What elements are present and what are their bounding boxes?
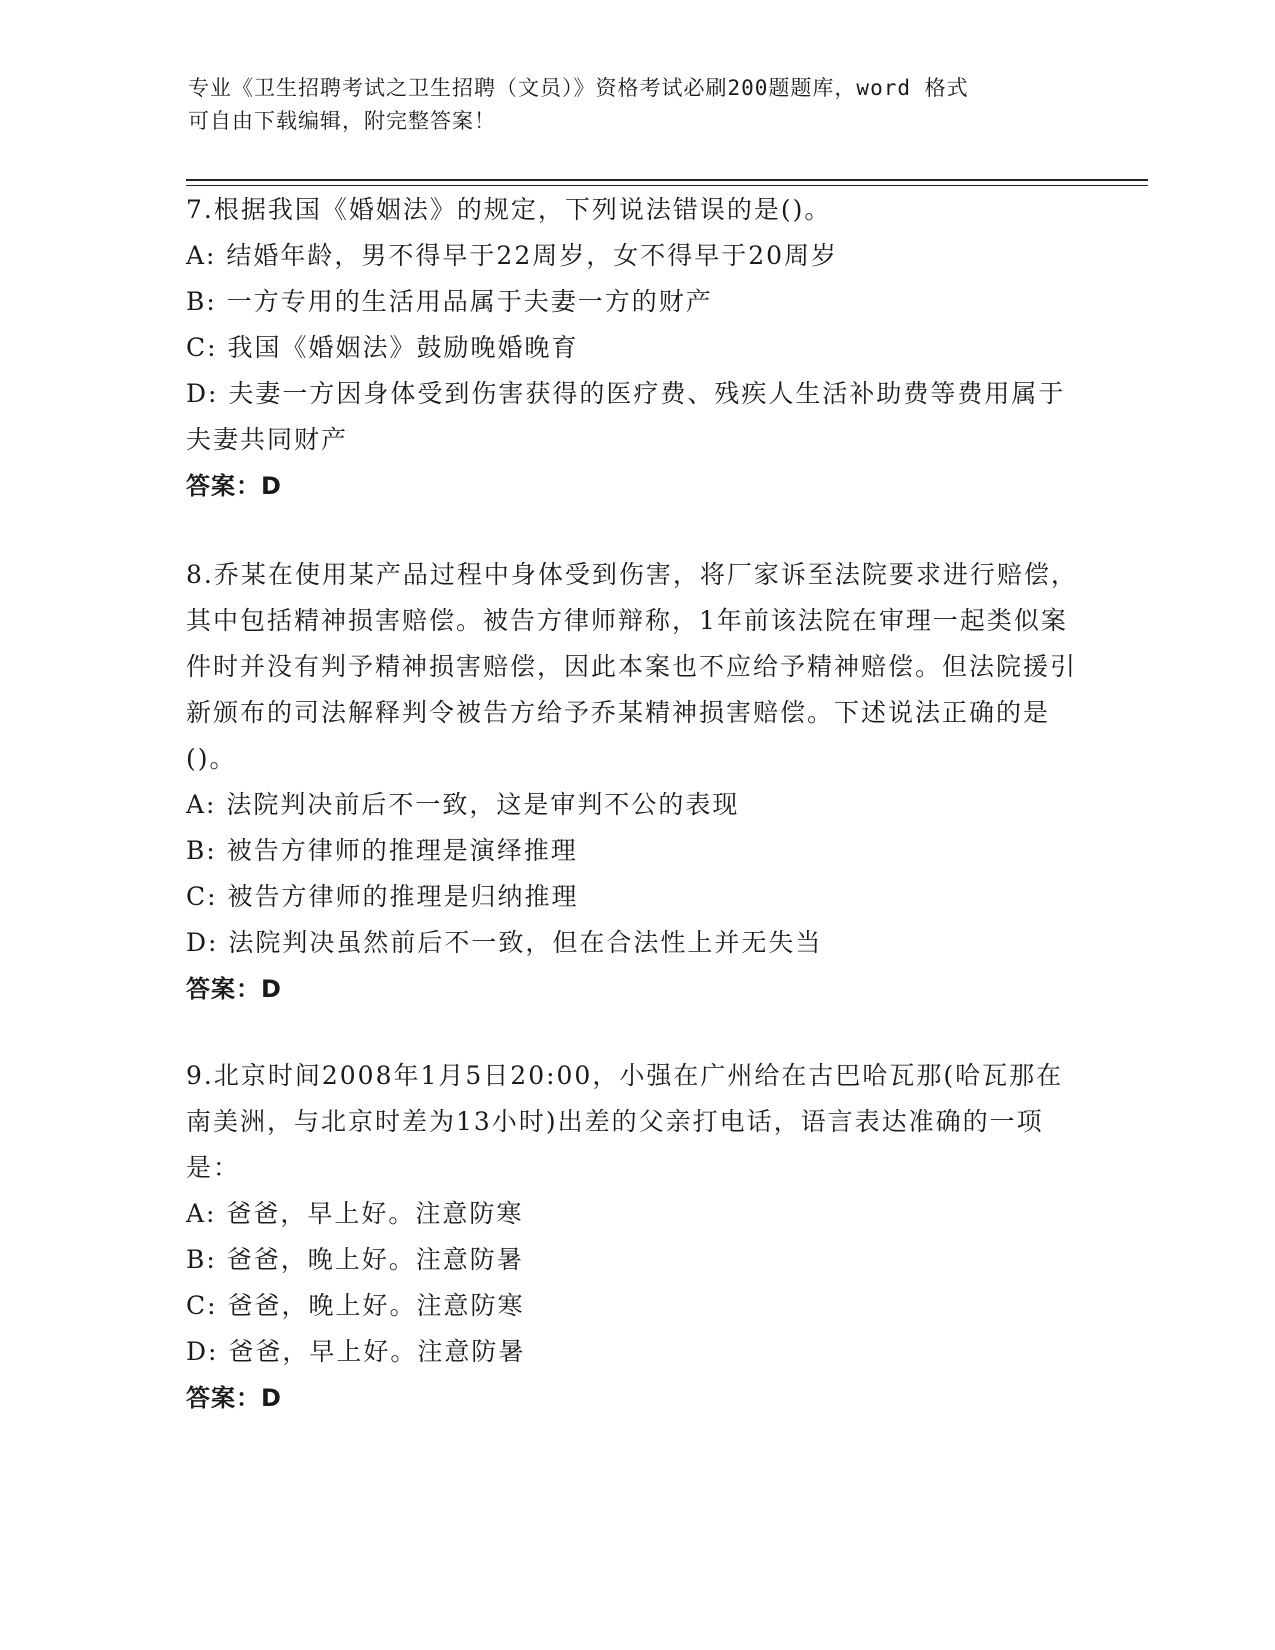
option-c: C: 我国《婚姻法》鼓励晚婚晚育: [186, 333, 579, 362]
answer-value: D: [261, 472, 282, 500]
option-a: A: 法院判决前后不一致，这是审判不公的表现: [186, 790, 740, 819]
header-divider-thick: [186, 179, 1148, 181]
answer-line: [186, 1375, 1086, 1421]
option-d: D: 爸爸，早上好。注意防暑: [186, 1337, 526, 1366]
option-d: D: 夫妻一方因身体受到伤害获得的医疗费、残疾人生活补助费等费用属于夫妻共同财产: [186, 379, 1066, 454]
header-divider-thin: [186, 185, 1148, 186]
option-b: B: 一方专用的生活用品属于夫妻一方的财产: [186, 287, 713, 316]
document-header: [188, 72, 1068, 138]
answer-value: D: [261, 975, 282, 1003]
question-7: [186, 187, 1086, 509]
answer-label: 答案：: [186, 975, 261, 1003]
option-d: D: 法院判决虽然前后不一致，但在合法性上并无失当: [186, 928, 823, 957]
answer-label: 答案：: [186, 472, 261, 500]
question-9: [186, 1053, 1086, 1421]
answer-line: [186, 966, 1086, 1012]
option-c: C: 爸爸，晚上好。注意防寒: [186, 1291, 525, 1320]
answer-value: D: [261, 1384, 282, 1412]
question-stem: 7.根据我国《婚姻法》的规定，下列说法错误的是()。: [186, 195, 832, 224]
option-b: B: 被告方律师的推理是演绎推理: [186, 836, 578, 865]
header-line-2: 可自由下载编辑，附完整答案！: [188, 109, 496, 133]
option-c: C: 被告方律师的推理是归纳推理: [186, 882, 579, 911]
question-stem: 8.乔某在使用某产品过程中身体受到伤害，将厂家诉至法院要求进行赔偿，其中包括精神损害赔偿。被告方律师辩称，1年前该法院在审理一起类似案件时并没有判予精神损害赔偿，因此本案也不应给予精神赔偿。但法院援引新颁布的司法解释判令被告方给予乔某精神损害赔偿。下述说法正确的是()。: [186, 560, 1078, 773]
option-a: A: 结婚年龄，男不得早于22周岁，女不得早于20周岁: [186, 241, 839, 270]
option-b: B: 爸爸，晚上好。注意防暑: [186, 1245, 524, 1274]
answer-label: 答案：: [186, 1384, 261, 1412]
header-line-1: 专业《卫生招聘考试之卫生招聘（文员）》资格考试必刷200题题库，word 格式: [188, 76, 969, 100]
question-stem: 9.北京时间2008年1月5日20:00，小强在广州给在古巴哈瓦那(哈瓦那在南美洲，与北京时差为13小时)出差的父亲打电话，语言表达准确的一项是：: [186, 1061, 1064, 1182]
option-a: A: 爸爸，早上好。注意防寒: [186, 1199, 524, 1228]
answer-line: [186, 463, 1086, 509]
question-8: [186, 552, 1086, 1012]
